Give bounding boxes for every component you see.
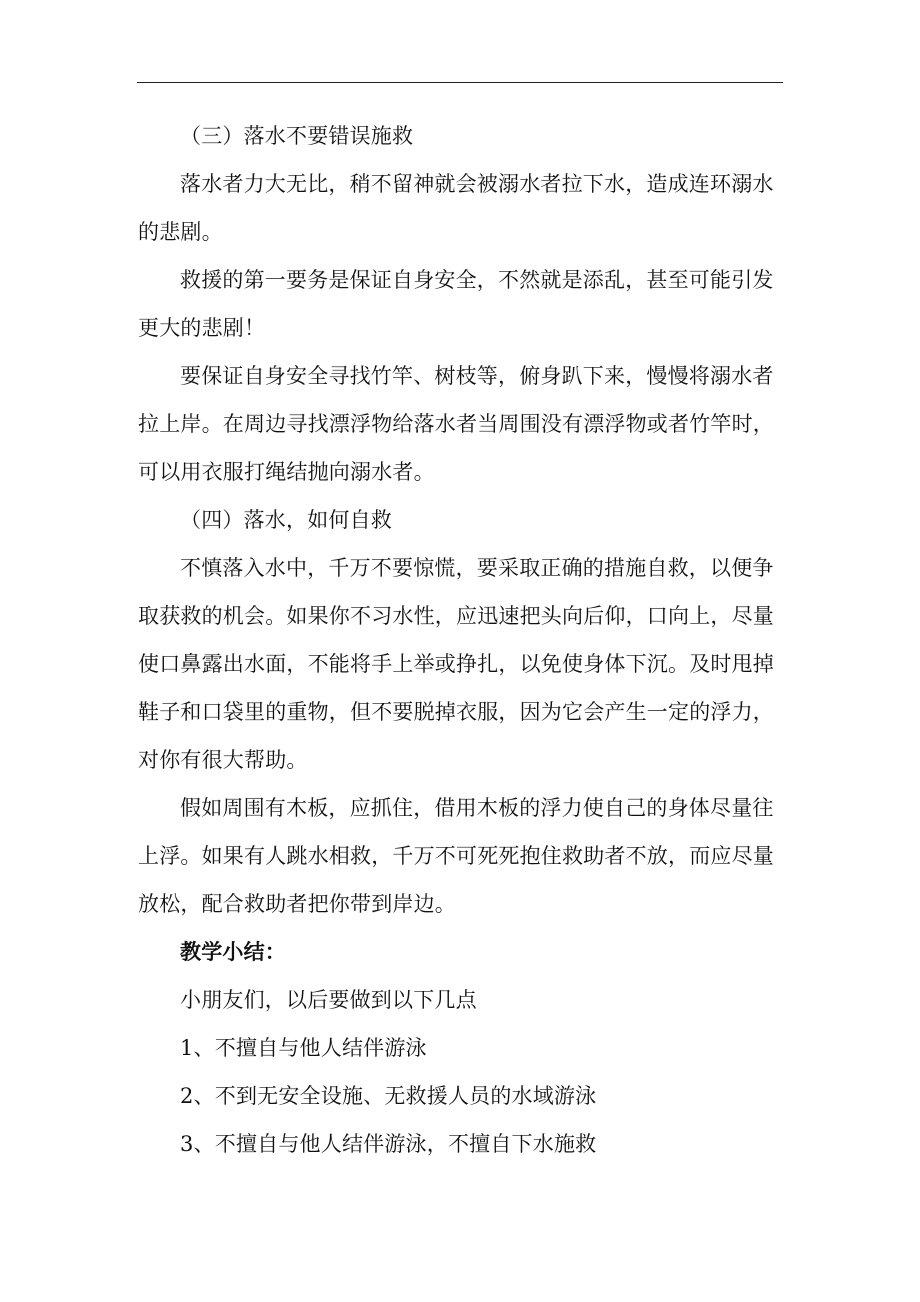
paragraph-line: 救援的第一要务是保证自身安全，不然就是添乱，甚至可能引发 [180,268,774,292]
paragraph-1 [138,160,786,256]
summary-list [138,1024,786,1168]
paragraph-line: 的悲剧。 [138,220,223,244]
list-item: 3、不擅自与他人结伴游泳，不擅自下水施救 [180,1132,597,1156]
heading-line: （四）落水，如何自救 [180,508,392,532]
paragraph-line: 落水者力大无比，稍不留神就会被溺水者拉下水，造成连环溺水 [180,172,774,196]
section-heading-3 [138,112,786,160]
paragraph-5 [138,784,786,928]
paragraph-line: 对你有很大帮助。 [138,748,308,772]
section-heading-4 [138,496,786,544]
paragraph-line: 可以用衣服打绳结抛向溺水者。 [138,460,435,484]
document-body [138,112,786,1168]
list-item: 1、不擅自与他人结伴游泳 [180,1036,427,1060]
paragraph-line: 不慎落入水中，千万不要惊慌，要采取正确的措施自救，以便争 [180,556,774,580]
paragraph-line: 更大的悲剧！ [138,316,266,340]
paragraph-4 [138,544,786,784]
paragraph-line: 使口鼻露出水面，不能将手上举或挣扎，以免使身体下沉。及时甩掉 [138,652,774,676]
paragraph-line: 要保证自身安全寻找竹竿、树枝等，俯身趴下来，慢慢将溺水者 [180,364,774,388]
paragraph-line: 假如周围有木板，应抓住，借用木板的浮力使自己的身体尽量往 [180,796,774,820]
summary-intro [138,976,786,1024]
paragraph-line: 鞋子和口袋里的重物，但不要脱掉衣服，因为它会产生一定的浮力， [138,700,774,724]
paragraph-line: 取获救的机会。如果你不习水性，应迅速把头向后仰，口向上，尽量 [138,604,774,628]
list-item: 2、不到无安全设施、无救援人员的水域游泳 [180,1084,597,1108]
paragraph-3 [138,352,786,496]
paragraph-2 [138,256,786,352]
summary-intro-line: 小朋友们，以后要做到以下几点 [180,988,477,1012]
paragraph-line: 放松，配合救助者把你带到岸边。 [138,892,456,916]
summary-title-line: 教学小结： [180,939,286,964]
paragraph-line: 上浮。如果有人跳水相救，千万不可死死抱住救助者不放，而应尽量 [138,844,774,868]
summary-title [138,928,786,976]
heading-line: （三）落水不要错误施救 [180,124,414,148]
header-rule [137,82,783,83]
paragraph-line: 拉上岸。在周边寻找漂浮物给落水者当周围没有漂浮物或者竹竿时， [138,412,774,436]
